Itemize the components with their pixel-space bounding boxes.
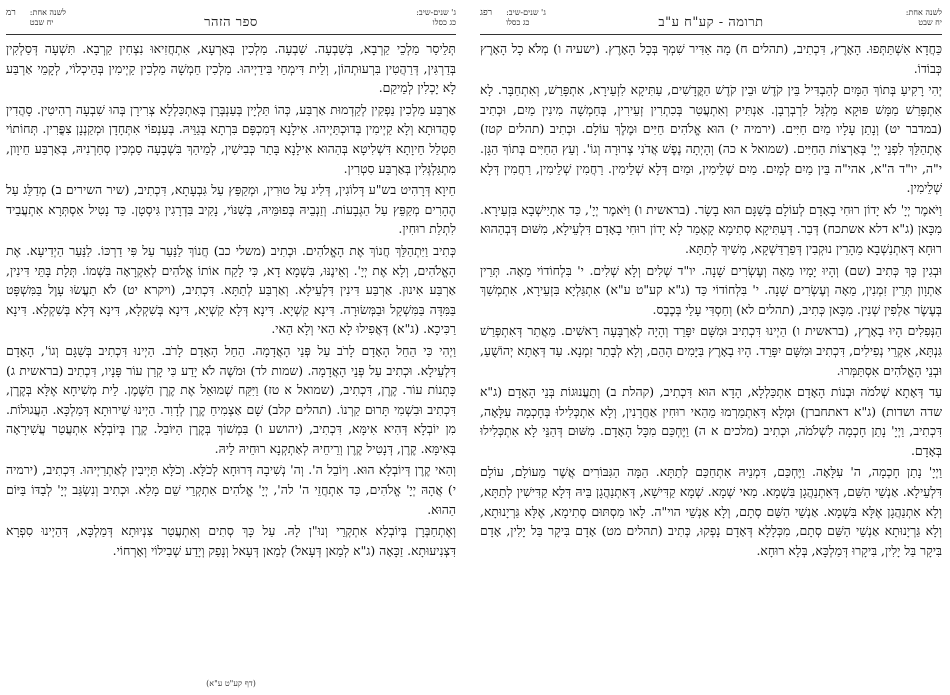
- left-study-label: לשנה אחת:: [29, 8, 67, 17]
- right-paragraph: וּבְגִין כָּךְ כְּתִיב (שם) וְהָיוּ יָמָיו מֵאָה וְעֶשְׂרִים שָׁנָה. יו"ד שְׁלִים וְלָא שְׁלִים. י' בִּלְחוֹדוֹי מֵאָה. תְּרֵין אַתְוָון תְּרֵין זִמְנִין, מֵאָה וְעֶשְׂרִים שָׁנָה. י' בִּלְחוֹדוֹי כַּד (ג"א קע"ט ע"א) אִתְגַּלְיָא בִּזְעֵירָא, אִתְמְשַׁךְ בְּעֶשֶׂר אַלְפִין שְׁנִין. מִכָּאן כְּתִיב, (תהלים לא) וְחַסְדִּי עָלַי בְּכֶבֶס.: [480, 262, 942, 317]
- right-paragraph: וַיְיָ' נָתַן חָכְמָה, ה' עִלָּאָה. וַיֶּחְכַּם, דִּמְנֵיהּ אִתְחַכַּם לְתַתָּא. הֵמָּה הַגִּבּוֹרִים אֲשֶׁר מֵעוֹלָם, עוֹלָם דִּלְעֵילָא. אַנְשֵׁי הַשֵּׁם, דְּאִתְנַהֲגָן בִּשְׁמָא. מַאי שְׁמָא. שְׁמָא קַדִּישָׁא, דְּאִתְנַהֲגָן בֵּיהּ דְּלָא קַדִּישִׁין לְתַתָּא, וְלָא אִתְנַהֲגָן אֶלָּא בִּשְׁמָא. אַנְשֵׁי הַשֵּׁם סְתָם, וְלָא אַנְשֵׁי הוי"ה. לָאו מִסְתּוּם סְתִימָא, אֶלָּא גַּרְיָנוּתָא, וְלָא גַּרְיָנוּתָא אַנְשֵׁי הַשֵּׁם סְתָם, מִכְּלָלָא דְּאָדָם נָפְקוּ, כְּתִיב (תהלים מט) אָדָם בִּיקָר בַּל יָלִין, אָדָם בִּיקָר בַּל יָלִין, בִּיקָרוּ דְּמַלְכָּא, בְּלָא רוּחָא.: [480, 464, 942, 558]
- left-paragraph: וְהַאי קֶרֶן דְּיוֹבְלָא הוּא. וְיוֹבֵל ה'. וְה' נְשִׁיבָה דְּרוּחָא לְכֹלָּא. וְכֹלָּא תַּיְיבִין לְאַתְרַיְיהוּ. דִּכְתִיב, (ירמיה י) אֲהָהּ יְיָ' אֱלֹהִים, כַּד אִתְחֲזֵי ה' לה', יְיָ' אֱלֹהִים אִתְקְרֵי שֵׁם מָלֵא. וּכְתִיב וְנִשְׂגַּב יְיָ' לְבַדּוֹ בַּיּוֹם הַהוּא.: [6, 462, 456, 517]
- right-page: [480, 8, 942, 688]
- right-page-body: [480, 39, 942, 560]
- right-daily-schedule: [480, 8, 546, 28]
- left-page-header: [6, 8, 456, 35]
- right-page-header: [480, 8, 942, 35]
- right-study-date: יח שבט: [918, 18, 942, 27]
- right-page-title: תרומה - קע"ח ע"ב: [658, 15, 764, 30]
- right-page-number: רפג: [480, 8, 493, 18]
- left-daily-date: כג כסלו: [432, 18, 456, 27]
- left-study-date: יח שבט: [29, 18, 54, 27]
- left-daily-label: ג' שנים-שיב:: [416, 8, 456, 17]
- left-page-body: [6, 39, 456, 560]
- left-page-number: רמ: [6, 8, 16, 18]
- left-page: [6, 8, 456, 688]
- left-page-footer: (דף קע"ט ע"א): [206, 679, 256, 688]
- right-paragraph: כַּחֲדָא אִשְׁתַּתְּפוּ. הָאָרֶץ, דִּכְתִיב, (תהלים ח) מָה אַדִּיר שִׁמְךָ בְּכָל הָאָרֶץ. (ישעיה ו) מְלֹא כָל הָאָרֶץ כְּבוֹדוֹ.: [480, 41, 942, 76]
- right-paragraph: עַד דְּאָתָא שְׁלֹמֹה וּבְנוֹת הָאָדָם אִתְכַּלְלָא, הָדָא הוּא דִּכְתִיב, (קהלת ב) וְתַעֲנוּגוֹת בְּנֵי הָאָדָם (ג"א שדה ושדות) (ג"א דאתחברן) וּמְלָא דְּאִתְמַרְמוּ מֵהַאי רוּחִין אַחֲרָנִין, וְלָא אִתְכְּלִילוּ בְּחָכְמָה עִלָּאָה, דִּכְתִיב, וַיְיָ' נָתַן חָכְמָה לִשְׁלֹמֹה, וּכְתִיב (מלכים א ה) וַיֶּחְכַּם מִכָּל הָאָדָם. מִשּׁוּם דְּהַנֵּי לָא אִתְכְּלִילוּ בְּאָדָם.: [480, 384, 942, 458]
- left-page-title: ספר הזהר: [204, 15, 258, 30]
- left-study-schedule: [6, 8, 66, 28]
- left-paragraph: אַרְבַּע מַלְכִין נַפְקִין לְקַדְמוּת אַרְבַּע, כְּהוֹ תַּלְיָין בְּעַנְבְּרָן בְּאַתְכַּלְלָא צְרִירָן בְּהוּ שִׁבְעָה רְהִיטִין. סָהֲדִין סָהֲדוּתָא וְלָא קַיְימִין בְּדוּכְתַּיְיהוּ. אִילָנָא דְּמִכְפָּם בִּרְתָא בְּגַוֵּיהּ. בְּעַנְפוֹי אִתְּחָדָן וּמְקַנְנָן צִפֳּרִין. תְּחוֹתוֹי תַּטְלַל חֵיוָתָא דִּשְׁלִיטָא בְּהַהוּא אִילָנָא בָּתַר כְּבִישִׁין, לְמֵיהַךְ בִּשְׁבָעָה סַמְכִין סְחַרְנִיהּ, בְּאַרְבַּע חֵיוָון, מִתְגַּלְגְּלִין בְּאַרְבַּע סִטְרִין.: [6, 101, 456, 176]
- right-paragraph: וַיֹּאמֶר יְיָ' לֹא יָדוֹן רוּחִי בָאָדָם לְעוֹלָם בְּשַׁגָּם הוּא בָשָׂר. (בראשית ו) וַיֹּאמֶר יְיָ', כַּד אִתְיַישְׁבָא בִּזְעֵירָא. מִכָּאן (ג"א דלא אשתכח) דְּבַר. דְּעַתִּיקָא סְתִימָא קָאָמַר לָא יָדוֹן רוּחִי בָאָדָם דִּלְעֵילָא, מִשּׁוּם דְּבְהַהוּא רוּחָא דְּאִתְנַשְׁבָא מֵהָרֵין נוּקְבִין דְּפַרְדַּשְׁקָא, מָשִׁיךְ לְתַתָּא.: [480, 201, 942, 256]
- left-paragraph: וַיְהִי כִּי הֵחֵל הָאָדָם לָרֹב עַל פְּנֵי הָאֲדָמָה. הֵחֵל הָאָדָם לָרֹב. הַיְינוּ דִּכְתִיב בְּשַׁגָּם וְגוֹ', הָאָדָם דִּלְעֵילָא. וּכְתִיב עַל פְּנֵי הָאֲדָמָה. (שמות לד) וּמֹשֶׁה לֹא יָדַע כִּי קָרַן עוֹר פָּנָיו, דִּכְתִיב (בראשית ג) כָּתְנוֹת עוֹר. קֶרֶן, דִּכְתִיב, (שמואל א טז) וַיִּקַּח שְׁמוּאֵל אֶת קֶרֶן הַשֶּׁמֶן. לֵית מְשִׁיחָא אֶלָּא בְּקֶרֶן, דִּכְתִיב וּבִשְׁמִי תָּרוּם קַרְנוֹ. (תהלים קלב) שָׁם אַצְמִיחַ קֶרֶן לְדָוִד. הַיְינוּ שֵׁירוּתָא דְּמַלְכָּא. הַעֲגוּלוֹת. מִן יוֹבְלָא דְּהִיא אִימָּא, דִּכְתִיב, (יהושע ו) בִּמְשׁוֹךְ בְּקֶרֶן הַיּוֹבֵל. קֶרֶן בְּיוֹבְלָא אִתְעֲטַר עֲשִׁירָאָה בְּאִימָּא. קֶרֶן, דְּנָטִיל קֶרֶן וְרֵיחֵיהּ לְאַתְקְנָא רוּחֵיהּ לֵיהּ.: [6, 342, 456, 456]
- page-gutter: [462, 8, 474, 688]
- left-paragraph: וְאֶתְחַבְּרָן בְּיוֹבְלָא אִתְקְרֵי וְנוּ"ן לָהּ. עַל כָּךְ סְתִים וְאִתְעֲטַר צִנְיוּתָא דְּמַלְכָּא, דְּהַיְינוּ סִפְרָא דִּצְנִיעוּתָא. זַכָּאָה (ג"א לְמֵאן דְּעָאל) לְמַאן דְּעָאל וְנָפַק וְיָדַע שְׁבִילוֹי וְאָרְחוֹי.: [6, 523, 456, 558]
- right-paragraph: הַנְּפִלִים הָיוּ בָאָרֶץ, (בראשית ו) הַיְינוּ דִּכְתִיב וּמִשָּׁם יִפָּרֵד וְהָיָה לְאַרְבָּעָה רָאשִׁים. מֵאֲתַר דְּאִתְפְּרַשׁ גִּנְתָּא, אִקְרֵי נְפִילִים, דִּכְתִיב וּמִשָּׁם יִפָּרֵד. הָיוּ בָאָרֶץ בַּיָּמִים הָהֵם, וְלָא לְבָתַר זִמְנָא. עַד דְּאָתָא יְהוֹשֻׁעַ, וּבְנֵי הָאֱלֹהִים אִסְתַּמְּרוּ.: [480, 323, 942, 378]
- right-daily-label: ג' שנים-שיב:: [506, 8, 546, 17]
- left-paragraph: תְּלֵיסַר מַלְכֵי קַרְבָא, בְּשַׁבְעָה. שַׁבְעָה. מַלְכִין בְּאַרְעָא, אִתְחֲזִיאוּ נִצְחִין קַרְבָא. תִּשְׁעָה דְּסַלְקִין בְּדַרְגִּין, דְּרַהֲטִין בִּרְעוּתְהוֹן, וְלֵית דִּימְחֵי בִּידַיְיהוּ. מַלְכִין חַמְשָׁה מַלְכִין קַיְימִין בְּהֵיכְלוֹי, לְקָמֵי אַרְבַּע לָא יָכְלִין לְמֵיקַם.: [6, 41, 456, 96]
- right-paragraph: יְהִי רָקִיעַ בְּתוֹךְ הַמָּיִם לְהַבְדִּיל בֵּין קֹדֶשׁ וּבֵין קֹדֶשׁ הַקֳּדָשִׁים, עַתִּיקָא לִזְעֵירָא, אִתְפָּרַשׁ, וְאִתְחַבָּר. לָא אִתְפָּרַשׁ מַמָּשׁ פּוּקָא מַלְגָּל לִרְבְרְבָן. אַנְתִּיק וְאִתְעֲטַר בְּכִתְרִין זְעֵירִין, בְּחַמְשָׁה מִינִין מַיִם, וּכְתִיב (במדבר יט) וְנָתַן עָלָיו מַיִם חַיִּים. (ירמיה י) הוּא אֱלֹהִים חַיִּים וּמֶלֶךְ עוֹלָם. וּכְתִיב (תהלים קטז) אֶתְהַלֵּךְ לִפְנֵי יְיָ' בְּאַרְצוֹת הַחַיִּים. (שמואל א כה) וְהָיְתָה נֶפֶשׁ אֲדֹנִי צְרוּרָה וְגוֹ'. וְעֵץ הַחַיִּים בְּתוֹךְ הַגָּן. י"ה, יו"ד ה"א, אהי"ה בֵּין מַיִם לְמָיִם. מַיִם שְׁלֵימִין, וּמַיִם דְּלָא שְׁלֵימִין. רַחֲמִין שְׁלֵימִין, רַחֲמִין דְּלָא שְׁלֵימִין.: [480, 82, 942, 196]
- right-daily-date: כג כסלו: [506, 18, 530, 27]
- left-paragraph: כְּתִיב וַיִּתְהַלֵּךְ חֲנוֹךְ אֶת הָאֱלֹהִים. וּכְתִיב (משלי כב) חֲנוֹךְ לַנַּעַר עַל פִּי דַרְכּוֹ. לַנַּעַר הַיְדִיעָא. אֶת הָאֱלֹהִים, וְלָא אֶת יְיָ'. וְאֵינֶנּוּ, בִּשְׁמָא דָא, כִּי לָקַח אוֹתוֹ אֱלֹהִים לְאִקְרָאָה בִּשְׁמוֹ. תְּלָת בָּתֵּי דִּינִין, אַרְבַּע אִינוּן. אַרְבַּע דִּינִין דִּלְעֵילָא. וְאַרְבַּע לְתַתָּא. דִּכְתִיב, (ויקרא יט) לֹא תַעֲשׂוּ עָוֶל בַּמִּשְׁפָּט בַּמִּדָּה בַּמִּשְׁקָל וּבַמְּשׂוּרָה. דִּינָא קַשְׁיָא. דִּינָא דְּלָא קַשְׁיָא, דִּינָא בְּשִׁקְלָא, דִּינָא דְּלָא בְּשִׁקְלָא. דִּינָא רַכִּיכָא. (ג"א) דְּאֲפִילוּ לָא הַאי וְלָא הַאי.: [6, 242, 456, 337]
- right-study-label: לשנה אחת:: [905, 8, 942, 17]
- left-paragraph: חֵיוָא דְּרָהִיט בש"ע דְּלוֹגִין, דְּלִיג עַל טוּרִין, וּמְקַפֵּץ עַל גִּבְעָתָא, דִּכְתִיב, (שיר השירים ב) מְדַלֵּג עַל הֶהָרִים מְקַפֵּץ עַל הַגְּבָעוֹת. וְזַנְבֵיהּ בְּפוּמֵּיהּ, בְּשִׁנּוֹי, נָקִיב בִּדְרָגִין גִּיסְטָן. כַּד נָטִיל אִסְתְּרָא אִתְעֲבֵיד לִתְלַת רוּחִין.: [6, 182, 456, 237]
